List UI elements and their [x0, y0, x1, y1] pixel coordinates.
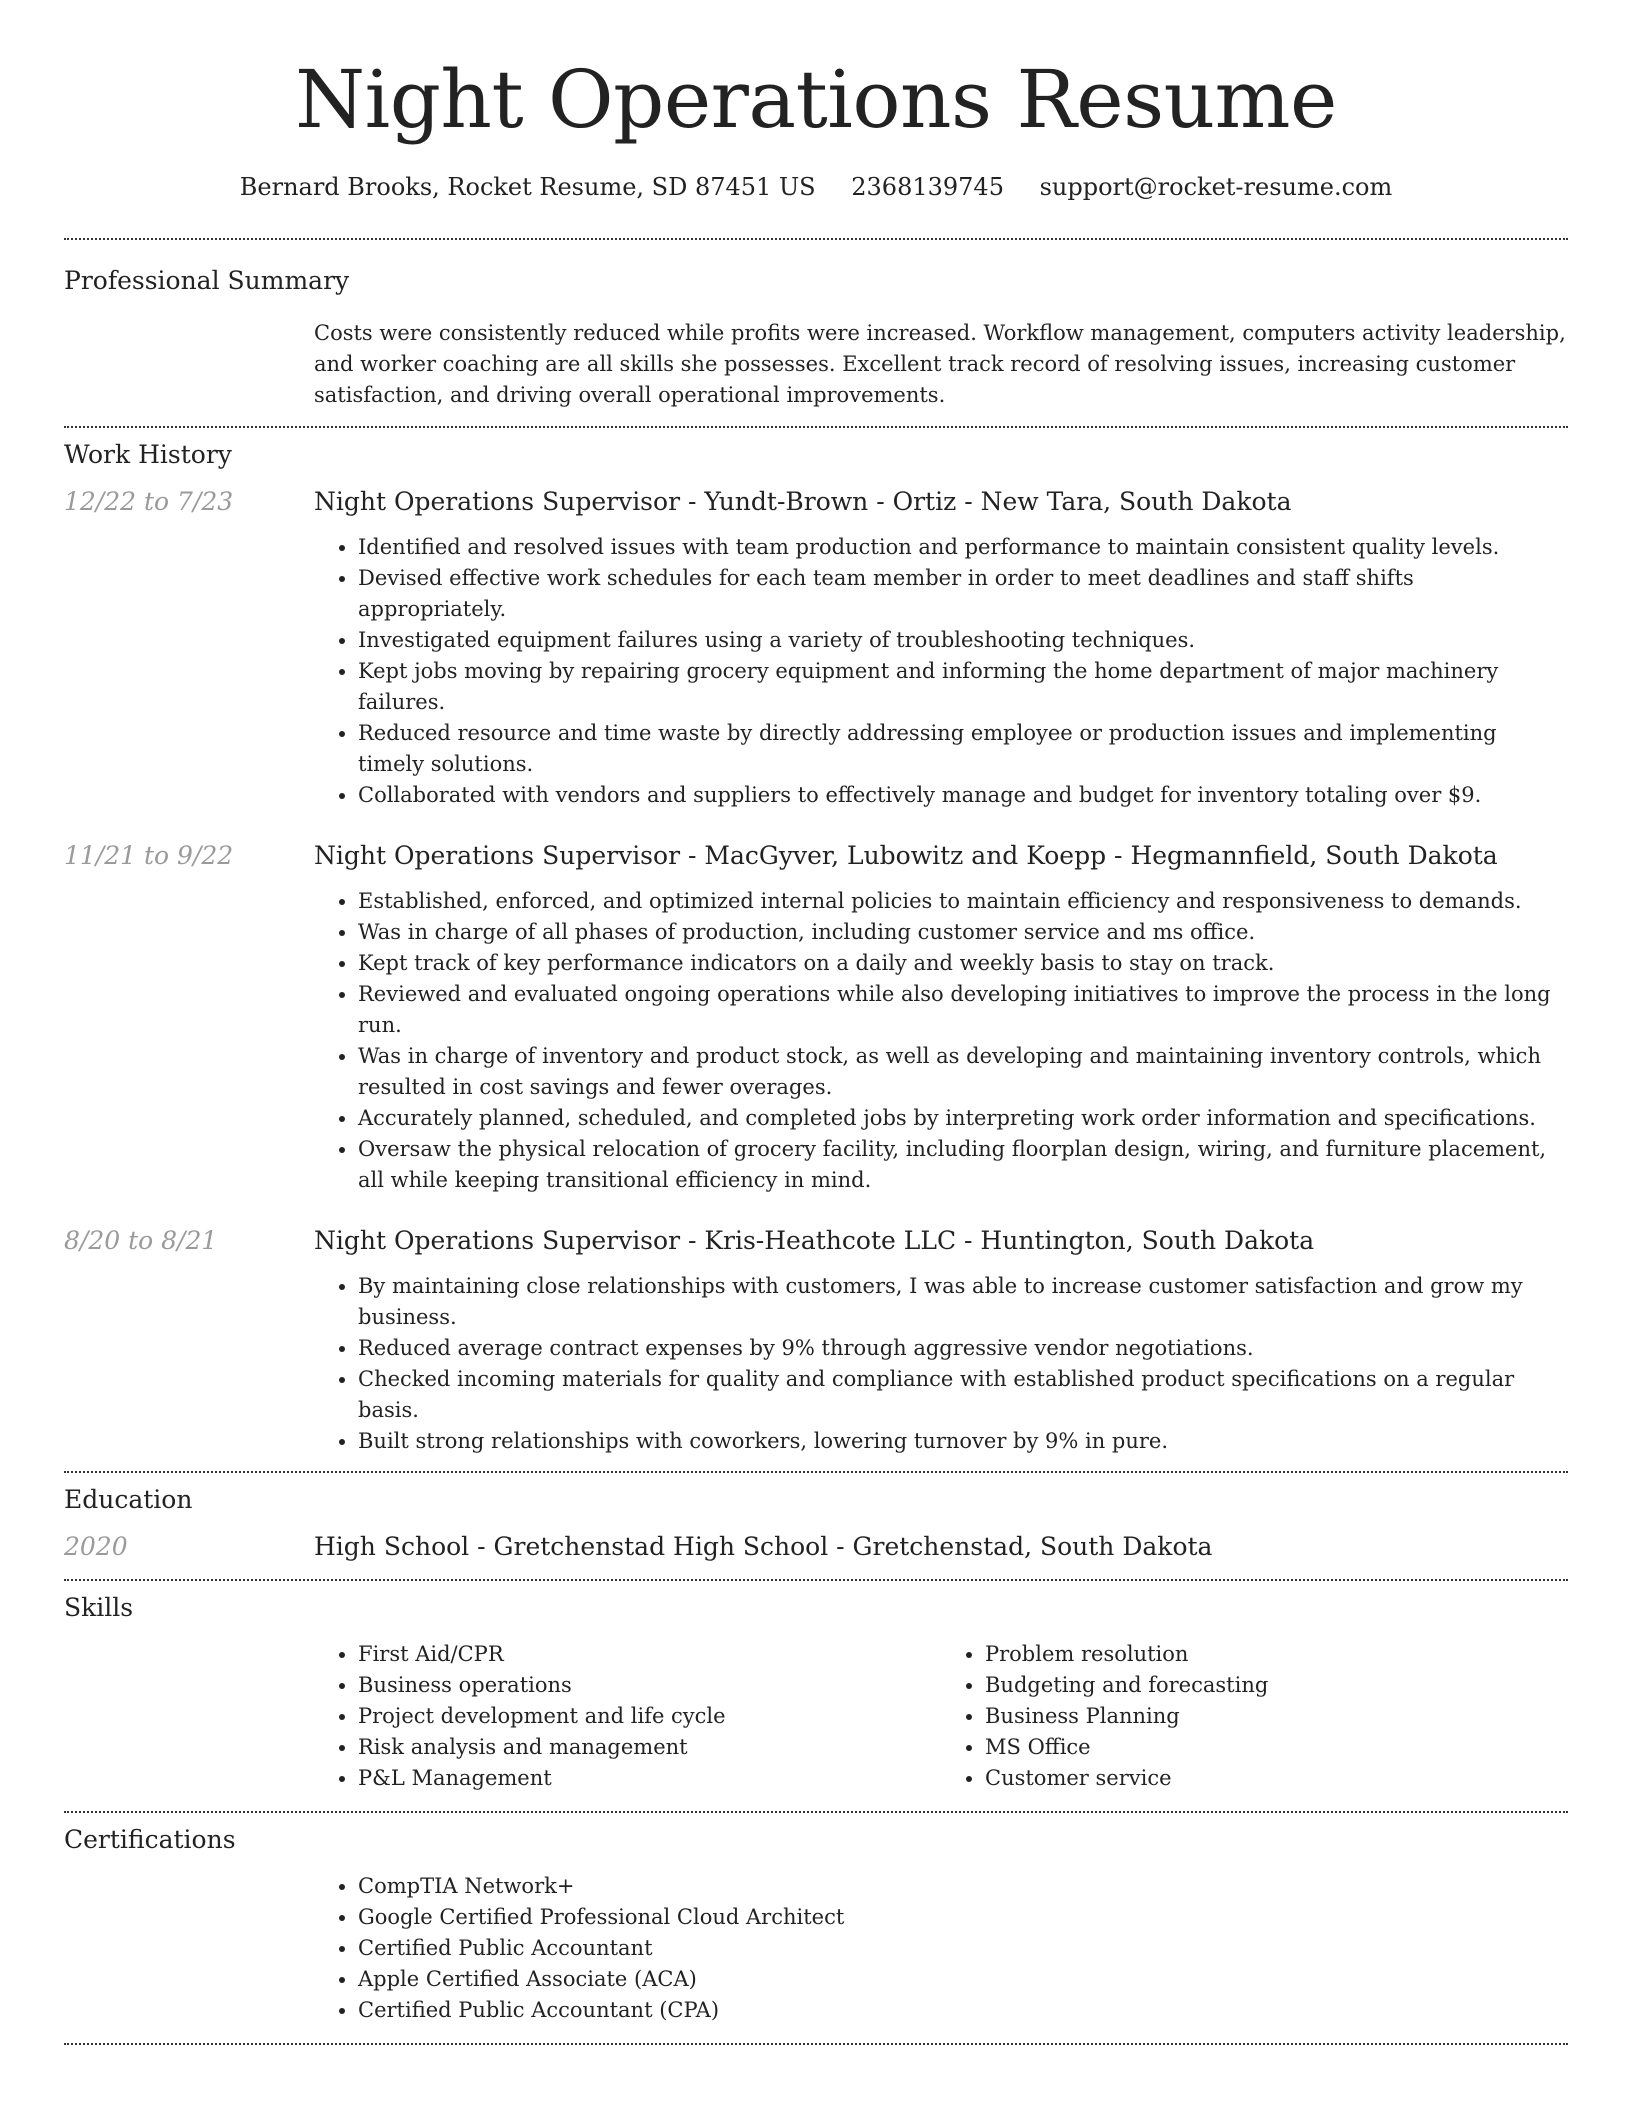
contact-email: support@rocket-resume.com	[1039, 173, 1393, 201]
list-item: • Kept jobs moving by repairing grocery equipment and informing the home department of major machinery failures.	[358, 656, 1568, 718]
section-heading: Education	[64, 1485, 193, 1514]
list-item: • Collaborated with vendors and suppliers to effectively manage and budget for inventory totaling over $9.	[358, 780, 1568, 811]
job-bullets	[314, 1271, 1568, 1457]
job-bullets	[314, 886, 1568, 1196]
section-heading: Work History	[64, 440, 232, 469]
list-item: • Business Planning	[985, 1701, 1568, 1732]
contact-phone: 2368139745	[851, 173, 1004, 201]
list-item: • Risk analysis and management	[358, 1732, 941, 1763]
job-details: Kris-Heathcote LLC - Huntington, South Dakota	[704, 1226, 1315, 1255]
list-item: • Certified Public Accountant	[358, 1933, 1568, 1964]
section-heading: Certifications	[64, 1825, 236, 1854]
list-item: • Accurately planned, scheduled, and completed jobs by interpreting work order information and specifications.	[358, 1103, 1568, 1134]
contact-line	[64, 172, 1568, 202]
list-item: • Business operations	[358, 1670, 941, 1701]
skills-list-left	[314, 1639, 941, 1794]
list-item: • Identified and resolved issues with team production and performance to maintain consistent quality levels.	[358, 532, 1568, 563]
list-item: • Reduced resource and time waste by directly addressing employee or production issues and implementing timely solutions.	[358, 718, 1568, 780]
resume-page	[64, 0, 1568, 2045]
list-item: • Oversaw the physical relocation of grocery facility, including floorplan design, wiring, and furniture placement, all while keeping transitional efficiency in mind.	[358, 1134, 1568, 1196]
work-section	[64, 428, 1568, 1457]
education-details: Gretchenstad High School - Gretchenstad, South Dakota	[493, 1532, 1213, 1561]
contact-address: Bernard Brooks, Rocket Resume, SD 87451 US	[239, 173, 816, 201]
skills-list-right	[941, 1639, 1568, 1794]
job-title: Night Operations Supervisor	[314, 841, 681, 870]
list-item: • Checked incoming materials for quality and compliance with established product specifications on a regular basis.	[358, 1364, 1568, 1426]
job-details: Yundt-Brown - Ortiz - New Tara, South Dakota	[704, 487, 1292, 516]
list-item: • MS Office	[985, 1732, 1568, 1763]
list-item: • Investigated equipment failures using a variety of troubleshooting techniques.	[358, 625, 1568, 656]
job-entry	[64, 840, 1568, 1196]
certifications-section	[64, 1813, 1568, 2026]
skills-section	[64, 1581, 1568, 1794]
job-title: Night Operations Supervisor	[314, 487, 681, 516]
page-title: Night Operations Resume	[295, 53, 1337, 146]
job-dates: 8/20 to 8/21	[64, 1226, 218, 1255]
job-heading: Night Operations Supervisor - Kris-Heathcote LLC - Huntington, South Dakota	[314, 1226, 1315, 1255]
list-item: • CompTIA Network+	[358, 1871, 1568, 1902]
divider	[64, 2043, 1568, 2045]
list-item: • Devised effective work schedules for each team member in order to meet deadlines and staff shifts appropriately.	[358, 563, 1568, 625]
section-heading: Skills	[64, 1593, 134, 1622]
list-item: • Reduced average contract expenses by 9% through aggressive vendor negotiations.	[358, 1333, 1568, 1364]
summary-section	[64, 240, 1568, 411]
job-entry	[64, 486, 1568, 811]
list-item: • Was in charge of all phases of production, including customer service and ms office.	[358, 917, 1568, 948]
summary-text: Costs were consistently reduced while profits were increased. Workflow management, computers activity leadership, and worker coaching are all skills she possesses. Excellent track record of resolving issues, increasing customer satisfaction, and driving overall operational improvements.	[314, 321, 1566, 407]
list-item: • By maintaining close relationships with customers, I was able to increase customer satisfaction and grow my business.	[358, 1271, 1568, 1333]
list-item: • P&L Management	[358, 1763, 941, 1794]
job-details: MacGyver, Lubowitz and Koepp - Hegmannfield, South Dakota	[704, 841, 1498, 870]
list-item: • Certified Public Accountant (CPA)	[358, 1995, 1568, 2026]
job-bullets	[314, 532, 1568, 811]
education-year: 2020	[64, 1532, 128, 1561]
list-item: • Google Certified Professional Cloud Architect	[358, 1902, 1568, 1933]
education-degree: High School	[314, 1532, 470, 1561]
education-section	[64, 1473, 1568, 1563]
education-entry	[64, 1531, 1568, 1563]
certifications-list	[314, 1871, 1568, 2026]
list-item: • Reviewed and evaluated ongoing operations while also developing initiatives to improve the process in the long run.	[358, 979, 1568, 1041]
section-heading: Professional Summary	[64, 266, 350, 295]
list-item: • Problem resolution	[985, 1639, 1568, 1670]
education-heading: High School - Gretchenstad High School - Gretchenstad, South Dakota	[314, 1532, 1213, 1561]
list-item: • Apple Certified Associate (ACA)	[358, 1964, 1568, 1995]
job-title: Night Operations Supervisor	[314, 1226, 681, 1255]
list-item: • Customer service	[985, 1763, 1568, 1794]
job-entry	[64, 1225, 1568, 1457]
list-item: • First Aid/CPR	[358, 1639, 941, 1670]
job-dates: 12/22 to 7/23	[64, 487, 234, 516]
list-item: • Built strong relationships with coworkers, lowering turnover by 9% in pure.	[358, 1426, 1568, 1457]
list-item: • Kept track of key performance indicators on a daily and weekly basis to stay on track.	[358, 948, 1568, 979]
list-item: • Project development and life cycle	[358, 1701, 941, 1732]
job-dates: 11/21 to 9/22	[64, 841, 234, 870]
list-item: • Established, enforced, and optimized internal policies to maintain efficiency and responsiveness to demands.	[358, 886, 1568, 917]
job-heading: Night Operations Supervisor - MacGyver, Lubowitz and Koepp - Hegmannfield, South Dakota	[314, 841, 1498, 870]
job-heading: Night Operations Supervisor - Yundt-Brown - Ortiz - New Tara, South Dakota	[314, 487, 1292, 516]
list-item: • Budgeting and forecasting	[985, 1670, 1568, 1701]
list-item: • Was in charge of inventory and product stock, as well as developing and maintaining inventory controls, which resulted in cost savings and fewer overages.	[358, 1041, 1568, 1103]
